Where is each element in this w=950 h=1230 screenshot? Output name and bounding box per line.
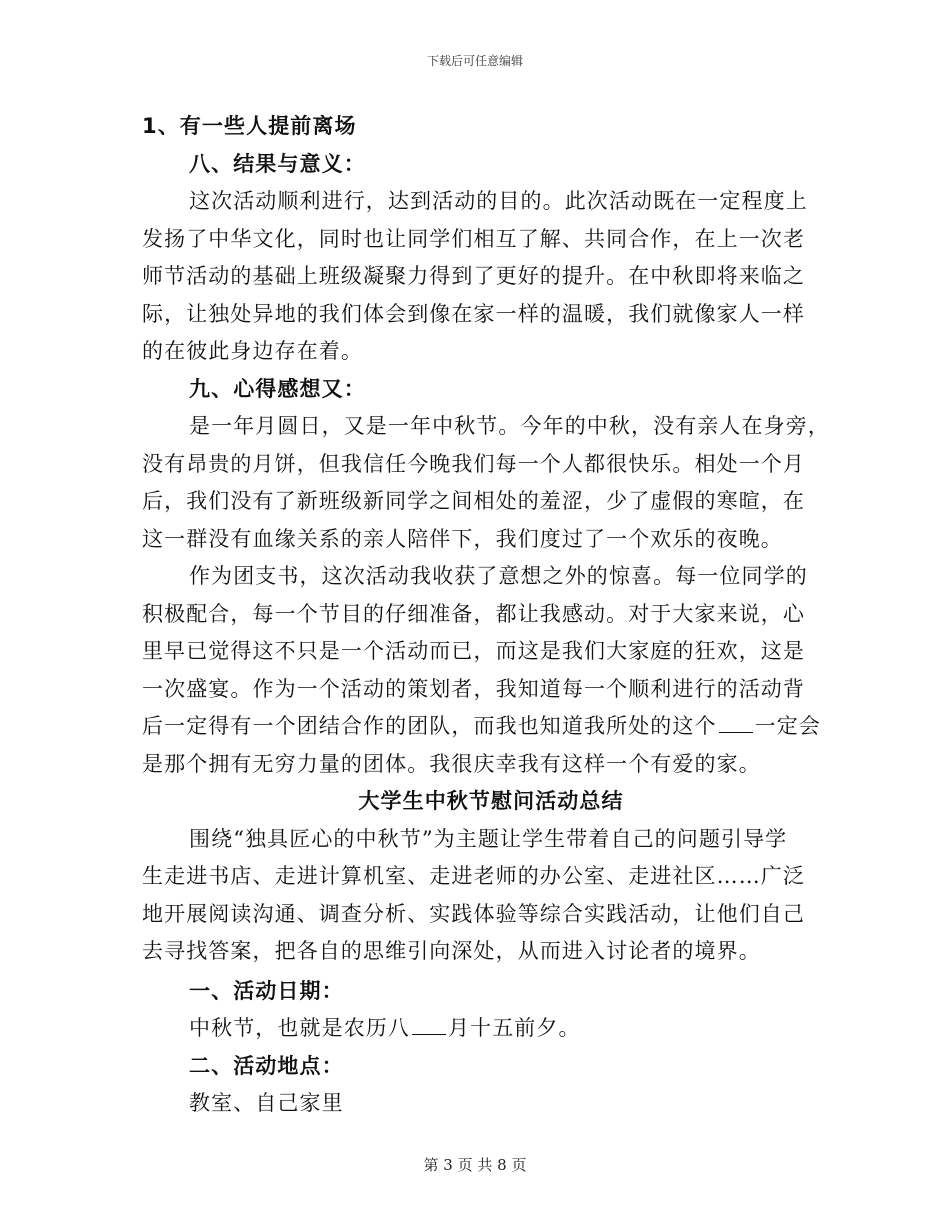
paragraph-line: 后，我们没有了新班级新同学之间相处的羞涩，少了虚假的寒暄，在: [142, 489, 805, 513]
paragraph-line: 去寻找答案，把各自的思维引向深处，从而进入讨论者的境界。: [142, 939, 761, 963]
paragraph-line: 这次活动顺利进行，达到活动的目的。此次活动既在一定程度上: [189, 189, 808, 213]
paragraph-line: 师节活动的基础上班级凝聚力得到了更好的提升。在中秋即将来临之: [142, 264, 805, 288]
section-heading-results: 八、结果与意义：: [189, 151, 366, 176]
paragraph-line: 作为团支书，这次活动我收获了意想之外的惊喜。每一位同学的: [189, 564, 808, 588]
paragraph-line: 积极配合，每一个节目的仔细准备，都让我感动。对于大家来说，心: [142, 601, 805, 626]
list-item-early-leave: 1、有一些人提前离场: [142, 114, 357, 138]
header-note: 下载后可任意编辑: [426, 54, 523, 68]
paragraph-line: 没有昂贵的月饼，但我信任今晚我们每一个人都很快乐。相处一个月: [142, 451, 805, 476]
paragraph-line-with-blank: [142, 1010, 810, 1048]
document-body: [142, 108, 830, 1123]
paragraph-line-with-blank: [142, 708, 821, 746]
text-segment: 月十五前夕。: [448, 1016, 581, 1040]
fill-blank-underline: [719, 712, 753, 733]
fill-blank-underline: [412, 1014, 446, 1035]
paragraph-line: 际，让独处异地的我们体会到像在家一样的温暖，我们就像家人一样: [142, 301, 805, 326]
section-heading-location: 二、活动地点：: [189, 1053, 344, 1078]
paragraph-line: 生走进书店、走进计算机室、走进老师的办公室、走进社区……广泛: [142, 864, 805, 888]
paragraph-line: 的在彼此身边存在着。: [142, 339, 363, 363]
paragraph-line: 是那个拥有无穷力量的团体。我很庆幸我有这样一个有爱的家。: [142, 751, 761, 776]
text-segment: 后一定得有一个团结合作的团队，而我也知道我所处的这个: [142, 714, 717, 738]
text-segment: 一定会: [754, 714, 821, 738]
paragraph-line: 是一年月圆日，又是一年中秋节。今年的中秋，没有亲人在身旁，: [189, 414, 830, 438]
article-title: 大学生中秋节慰问活动总结: [358, 789, 624, 813]
paragraph-line: 里早已觉得这不只是一个活动而已，而这是我们大家庭的狂欢，这是: [142, 639, 805, 663]
text-segment: 中秋节，也就是农历八: [189, 1016, 410, 1040]
section-heading-reflections: 九、心得感想又：: [189, 376, 366, 401]
paragraph-line: 发扬了中华文化，同时也让同学们相互了解、共同合作，在上一次老: [142, 226, 805, 251]
paragraph-line: 教室、自己家里: [189, 1091, 344, 1115]
page-number: 第 3 页 共 8 页: [423, 1156, 527, 1174]
section-heading-date: 一、活动日期：: [189, 978, 344, 1003]
paragraph-line: 地开展阅读沟通、调查分析、实践体验等综合实践活动，让他们自己: [142, 901, 805, 926]
paragraph-line: 一次盛宴。作为一个活动的策划者，我知道每一个顺利进行的活动背: [142, 676, 805, 701]
paragraph-line: 围绕“独具匠心的中秋节”为主题让学生带着自己的问题引导学: [189, 826, 788, 851]
paragraph-line: 这一群没有血缘关系的亲人陪伴下，我们度过了一个欢乐的夜晚。: [142, 526, 783, 551]
